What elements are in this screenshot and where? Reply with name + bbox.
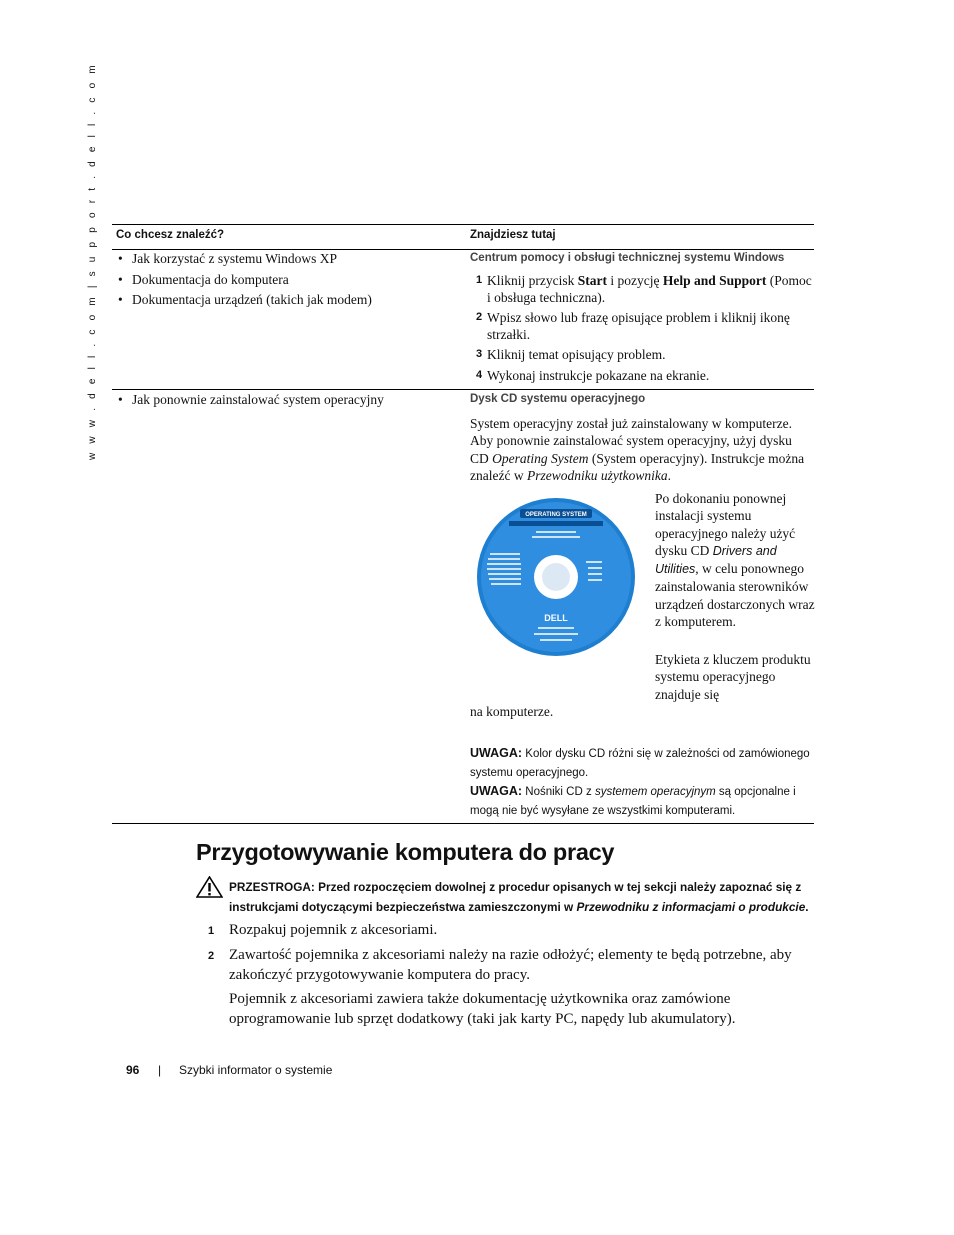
caution-text: PRZESTROGA: Przed rozpoczęciem dowolnej z procedur opisanych w tej sekcji należy zapoznać się z instrukcjami dotyczącymi bezpieczeństwa zamieszczonymi w Przewodniku z informacjami o produkcie. bbox=[229, 880, 809, 914]
page-number: 96 bbox=[126, 1063, 140, 1077]
footer-title: Szybki informator o systemie bbox=[179, 1063, 333, 1077]
list-item: • Jak ponownie zainstalować system operacyjny bbox=[118, 392, 384, 408]
os-cd-image bbox=[476, 497, 636, 657]
accessories-paragraph: Pojemnik z akcesoriami zawiera także dokumentację użytkownika oraz zamówione oprogramowanie lub sprzęt dodatkowy (taki jak karty PC, napędy lub akumulatory). bbox=[229, 991, 736, 1027]
cd-brand-logo: DELL bbox=[544, 613, 568, 623]
product-key-paragraph-end: na komputerze. bbox=[470, 704, 554, 719]
table-bottom-rule bbox=[112, 823, 814, 824]
list-item: • Jak korzystać z systemu Windows XP bbox=[118, 251, 337, 267]
help-step: 2 Wpisz słowo lub frazę opisujące problem i kliknij ikonę strzałki. bbox=[476, 310, 790, 342]
cd-label-text: OPERATING SYSTEM bbox=[525, 512, 587, 518]
side-url: w w w . d e l l . c o m | s u p p o r t . d e l l . c o m bbox=[87, 62, 98, 460]
drivers-paragraph: Po dokonaniu ponownej instalacji systemu operacyjnego należy użyć dysku CD Drivers and Utilities, w celu ponownego zainstalowania sterowników urządzeń dostarczonych wraz z komputerem. bbox=[655, 491, 815, 630]
os-cd-paragraph: System operacyjny został już zainstalowany w komputerze. Aby ponownie zainstalować system operacyjny, użyj dysku CD Operating System (System operacyjny). Instrukcje można znaleźć w Przewodniku użytkownika. bbox=[470, 416, 805, 483]
table-row-rule bbox=[112, 389, 814, 390]
os-cd-title: Dysk CD systemu operacyjnego bbox=[470, 393, 646, 405]
page-title: Przygotowywanie komputera do pracy bbox=[196, 839, 615, 865]
help-step: 1 Kliknij przycisk Start i pozycję Help and Support (Pomoc i obsługa techniczna). bbox=[476, 273, 812, 305]
footer-separator: | bbox=[158, 1063, 162, 1077]
note: UWAGA: Nośniki CD z systemem operacyjnym są opcjonalne i mogą nie być wysyłane ze wszystkimi komputerami. bbox=[470, 784, 796, 817]
step-text: Zawartość pojemnika z akcesoriami należy na razie odłożyć; elementy te będą potrzebne, aby zakończyć przygotowywanie komputera do pracy. bbox=[229, 947, 792, 983]
table-header-find: Co chcesz znaleźć? bbox=[116, 229, 225, 241]
note: UWAGA: Kolor dysku CD różni się w zależności od zamówionego systemu operacyjnego. bbox=[470, 746, 810, 779]
product-key-paragraph: Etykieta z kluczem produktu systemu operacyjnego znajduje się bbox=[655, 652, 811, 702]
table-top-rule bbox=[112, 224, 814, 225]
help-step: 3 Kliknij temat opisujący problem. bbox=[476, 347, 666, 362]
step-text: Rozpakuj pojemnik z akcesoriami. bbox=[229, 922, 438, 938]
table-header-where: Znajdziesz tutaj bbox=[470, 229, 556, 241]
list-item: • Dokumentacja do komputera bbox=[118, 272, 289, 288]
step-number: 1 bbox=[208, 925, 215, 937]
list-item: • Dokumentacja urządzeń (takich jak modem) bbox=[118, 292, 372, 308]
help-step: 4 Wykonaj instrukcje pokazane na ekranie. bbox=[476, 368, 710, 383]
step-number: 2 bbox=[208, 950, 215, 962]
table-header-rule bbox=[112, 249, 814, 250]
help-center-title: Centrum pomocy i obsługi technicznej systemu Windows bbox=[470, 252, 785, 264]
